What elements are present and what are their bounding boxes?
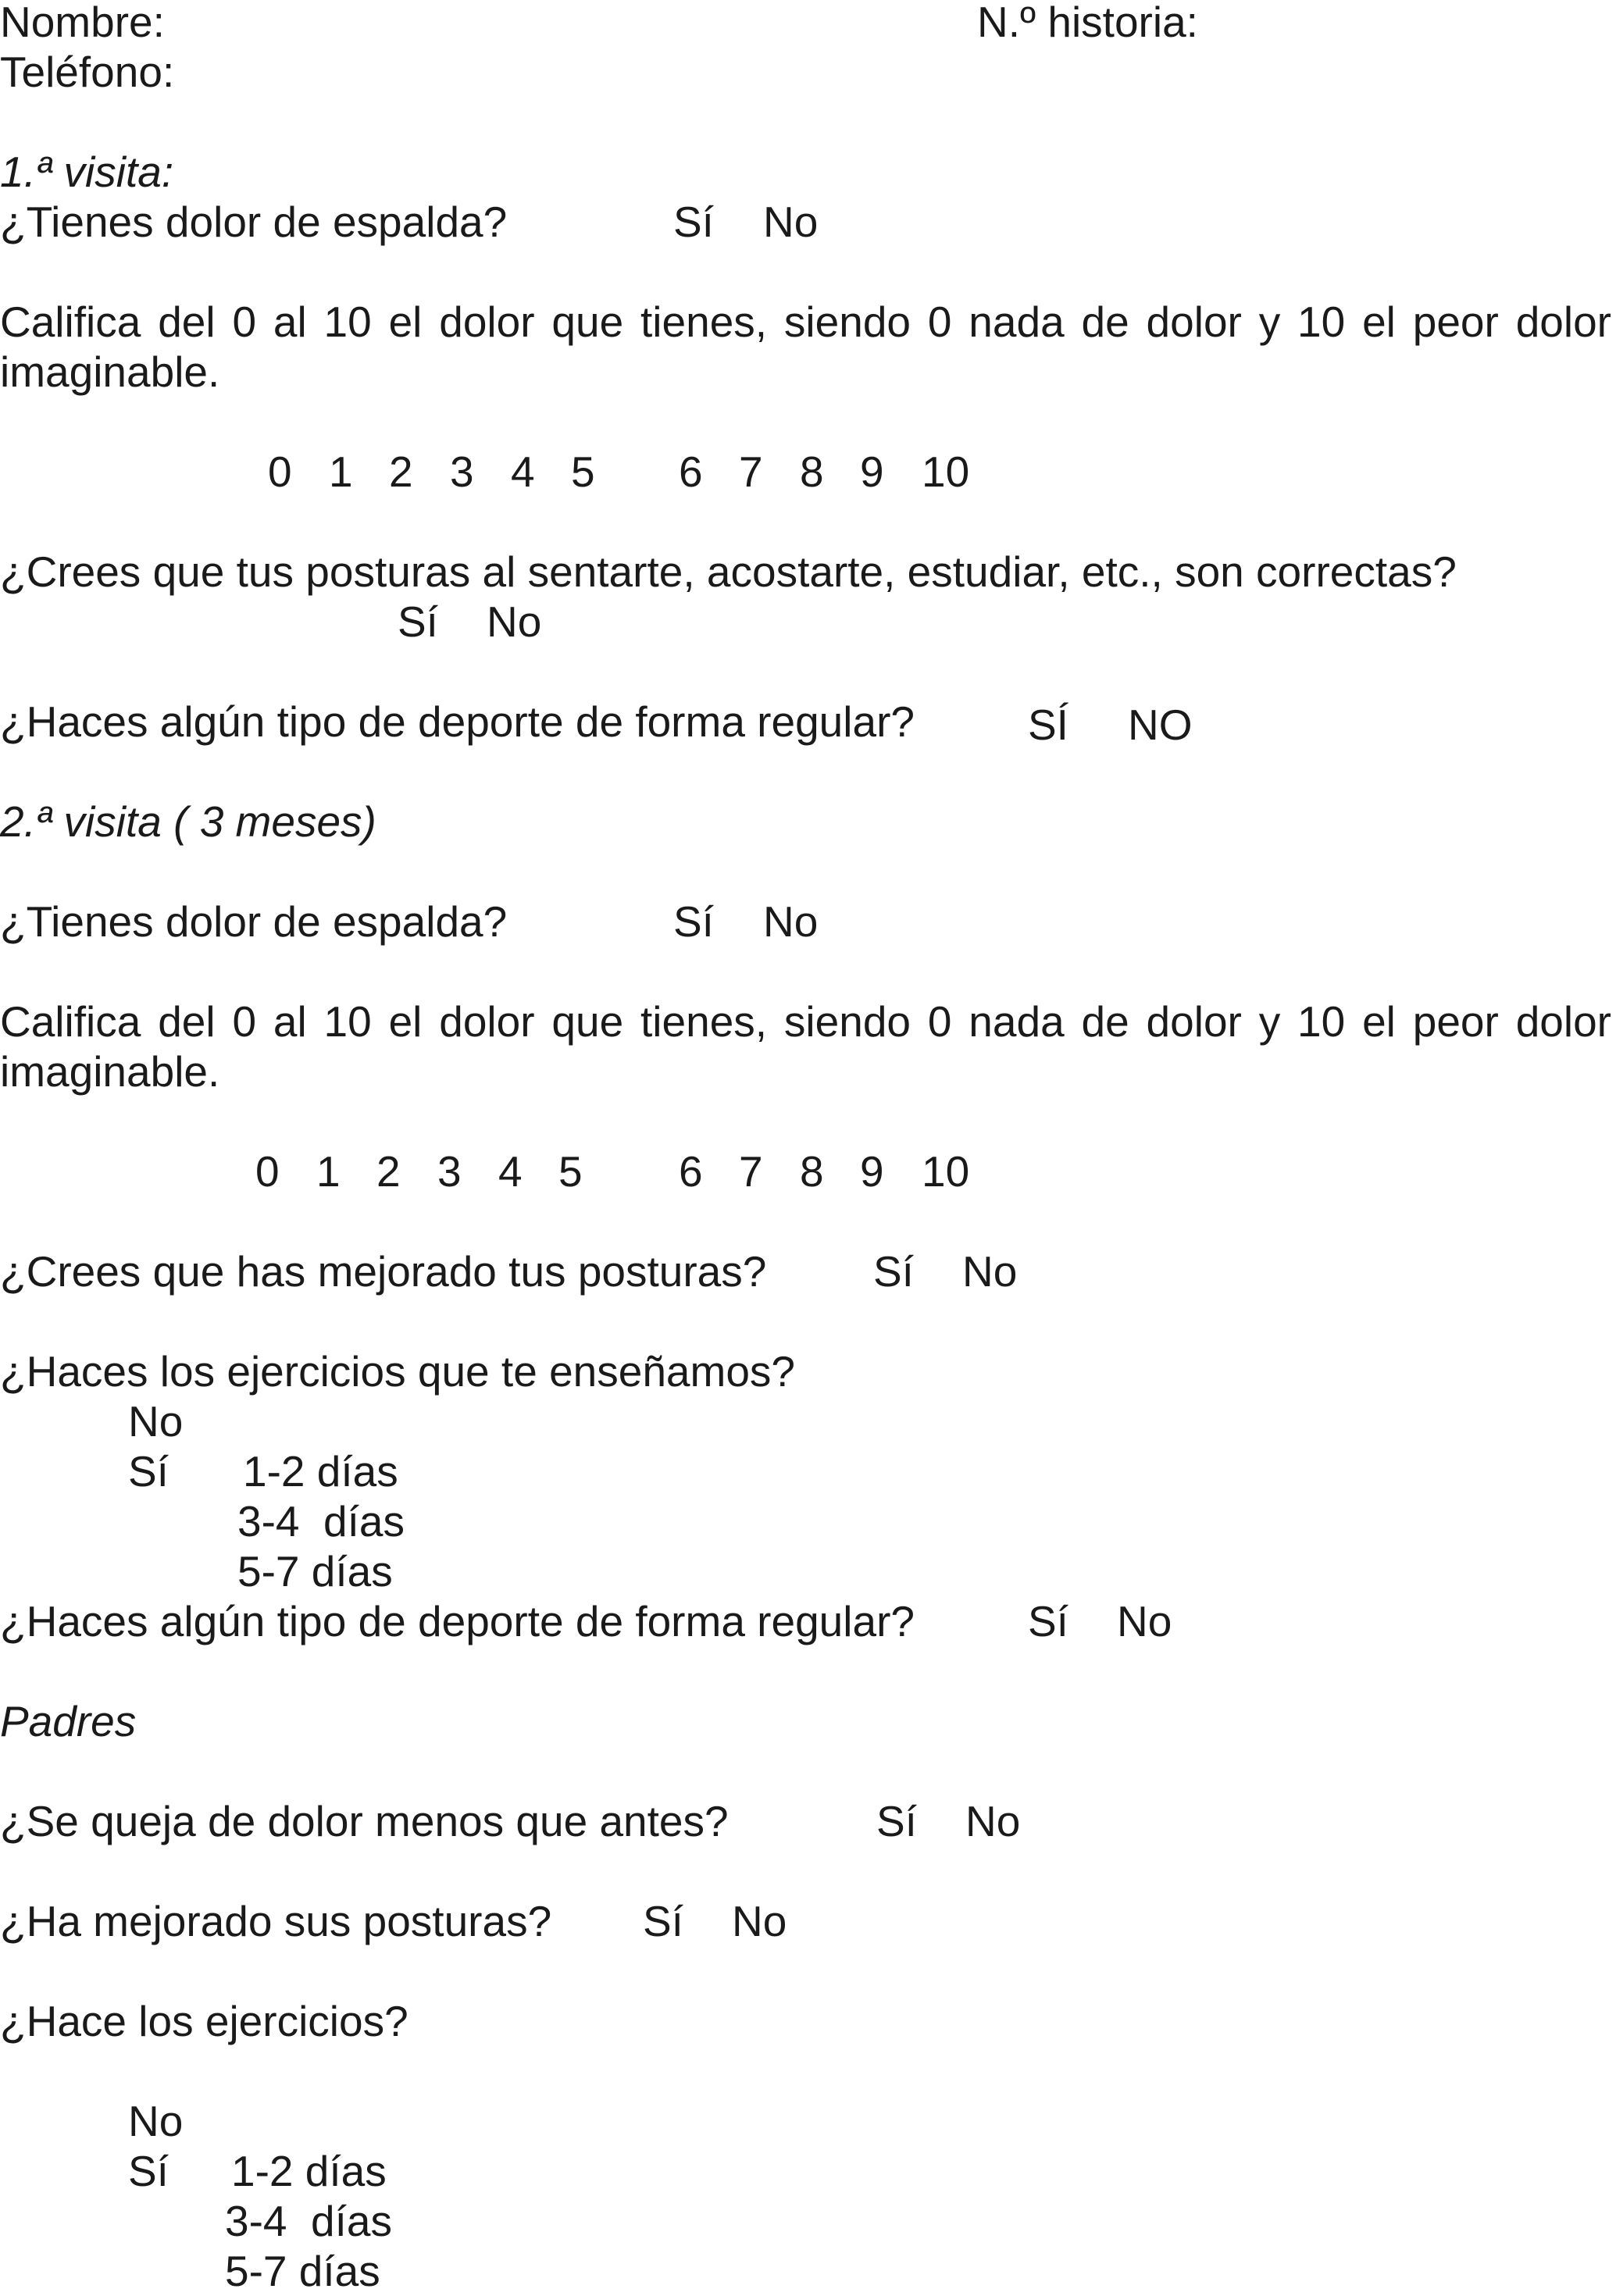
visit2-exercises-yes-option[interactable]: Sí: [128, 1447, 169, 1496]
visit2-sport-question: ¿Haces algún tipo de deporte de forma regular?: [0, 1597, 915, 1645]
parents-postures-question: ¿Ha mejorado sus posturas?: [0, 1897, 552, 1945]
scale-option[interactable]: 7: [739, 1147, 763, 1196]
visit1-pain-rating-instruction: Califica del 0 al 10 el dolor que tienes, siendo 0 nada de dolor y 10 el peor dolor: [0, 298, 1611, 346]
visit1-pain-scale: [0, 447, 1015, 497]
scale-option[interactable]: 2: [389, 447, 413, 496]
visit2-exercises-3-4-days-option[interactable]: 3-4 días: [237, 1497, 405, 1546]
visit2-back-pain-yes-option[interactable]: Sí: [673, 897, 714, 946]
parents-exercises-3-4-days-option[interactable]: 3-4 días: [225, 2197, 393, 2245]
scale-option[interactable]: 6: [679, 1147, 703, 1196]
visit1-postures-no-option[interactable]: No: [487, 597, 542, 646]
parents-title: Padres: [0, 1697, 137, 1745]
visit1-back-pain-no-option[interactable]: No: [763, 198, 819, 246]
scale-option[interactable]: 0: [255, 1147, 280, 1196]
visit2-exercises-1-2-days-option[interactable]: 1-2 días: [243, 1447, 398, 1496]
scale-option[interactable]: 4: [511, 447, 535, 496]
visit2-improved-postures-question: ¿Crees que has mejorado tus posturas?: [0, 1247, 767, 1296]
scale-option[interactable]: 5: [571, 447, 595, 496]
scale-option[interactable]: 3: [437, 1147, 462, 1196]
history-number-label: N.º historia:: [977, 0, 1198, 46]
visit2-sport-yes-option[interactable]: Sí: [1028, 1597, 1068, 1645]
scale-option[interactable]: 3: [450, 447, 474, 496]
visit2-back-pain-question: ¿Tienes dolor de espalda?: [0, 897, 508, 946]
parents-less-pain-no-option[interactable]: No: [965, 1797, 1021, 1845]
scale-option[interactable]: 9: [860, 1147, 884, 1196]
visit1-sport-no-option[interactable]: NO: [1128, 701, 1193, 749]
parents-exercises-1-2-days-option[interactable]: 1-2 días: [231, 2147, 387, 2195]
parents-postures-yes-option[interactable]: Sí: [643, 1897, 683, 1945]
visit2-back-pain-no-option[interactable]: No: [763, 897, 819, 946]
visit2-sport-no-option[interactable]: No: [1117, 1597, 1172, 1645]
parents-exercises-no-option[interactable]: No: [128, 2097, 184, 2145]
visit1-postures-question: ¿Crees que tus posturas al sentarte, acostarte, estudiar, etc., son correctas?: [0, 547, 1457, 596]
visit1-title: 1.ª visita:: [0, 148, 174, 196]
visit2-pain-scale: [0, 1146, 1015, 1196]
visit1-back-pain-yes-option[interactable]: Sí: [673, 198, 714, 246]
visit2-pain-rating-instruction: Califica del 0 al 10 el dolor que tienes, siendo 0 nada de dolor y 10 el peor dolor: [0, 997, 1611, 1046]
visit2-exercises-question: ¿Haces los ejercicios que te enseñamos?: [0, 1347, 796, 1396]
visit2-title: 2.ª visita ( 3 meses): [0, 797, 376, 846]
scale-option[interactable]: 6: [679, 447, 703, 496]
phone-label: Teléfono:: [0, 48, 175, 96]
scale-option[interactable]: 10: [922, 1147, 970, 1196]
scale-option[interactable]: 7: [739, 447, 763, 496]
parents-less-pain-question: ¿Se queja de dolor menos que antes?: [0, 1797, 729, 1845]
scale-option[interactable]: 0: [268, 447, 292, 496]
visit1-pain-rating-instruction-cont: imaginable.: [0, 348, 220, 396]
scale-option[interactable]: 8: [800, 1147, 824, 1196]
visit2-improved-yes-option[interactable]: Sí: [873, 1247, 914, 1296]
parents-less-pain-yes-option[interactable]: Sí: [876, 1797, 917, 1845]
parents-exercises-question: ¿Hace los ejercicios?: [0, 1997, 408, 2045]
visit2-exercises-no-option[interactable]: No: [128, 1397, 184, 1446]
parents-exercises-yes-option[interactable]: Sí: [128, 2147, 169, 2195]
visit2-exercises-5-7-days-option[interactable]: 5-7 días: [237, 1547, 393, 1595]
scale-option[interactable]: 1: [316, 1147, 341, 1196]
visit1-sport-yes-option[interactable]: SÍ: [1028, 701, 1068, 749]
scale-option[interactable]: 10: [922, 447, 970, 496]
scale-option[interactable]: 1: [329, 447, 353, 496]
scale-option[interactable]: 9: [860, 447, 884, 496]
scale-option[interactable]: 8: [800, 447, 824, 496]
visit2-improved-no-option[interactable]: No: [962, 1247, 1018, 1296]
scale-option[interactable]: 4: [498, 1147, 523, 1196]
scale-option[interactable]: 2: [376, 1147, 401, 1196]
visit1-back-pain-question: ¿Tienes dolor de espalda?: [0, 198, 508, 246]
parents-postures-no-option[interactable]: No: [732, 1897, 787, 1945]
name-label: Nombre:: [0, 0, 165, 46]
visit1-postures-yes-option[interactable]: Sí: [398, 597, 438, 646]
parents-exercises-5-7-days-option[interactable]: 5-7 días: [225, 2247, 380, 2295]
scale-option[interactable]: 5: [558, 1147, 583, 1196]
visit2-pain-rating-instruction-cont: imaginable.: [0, 1047, 220, 1096]
visit1-sport-question: ¿Haces algún tipo de deporte de forma regular?: [0, 697, 915, 746]
